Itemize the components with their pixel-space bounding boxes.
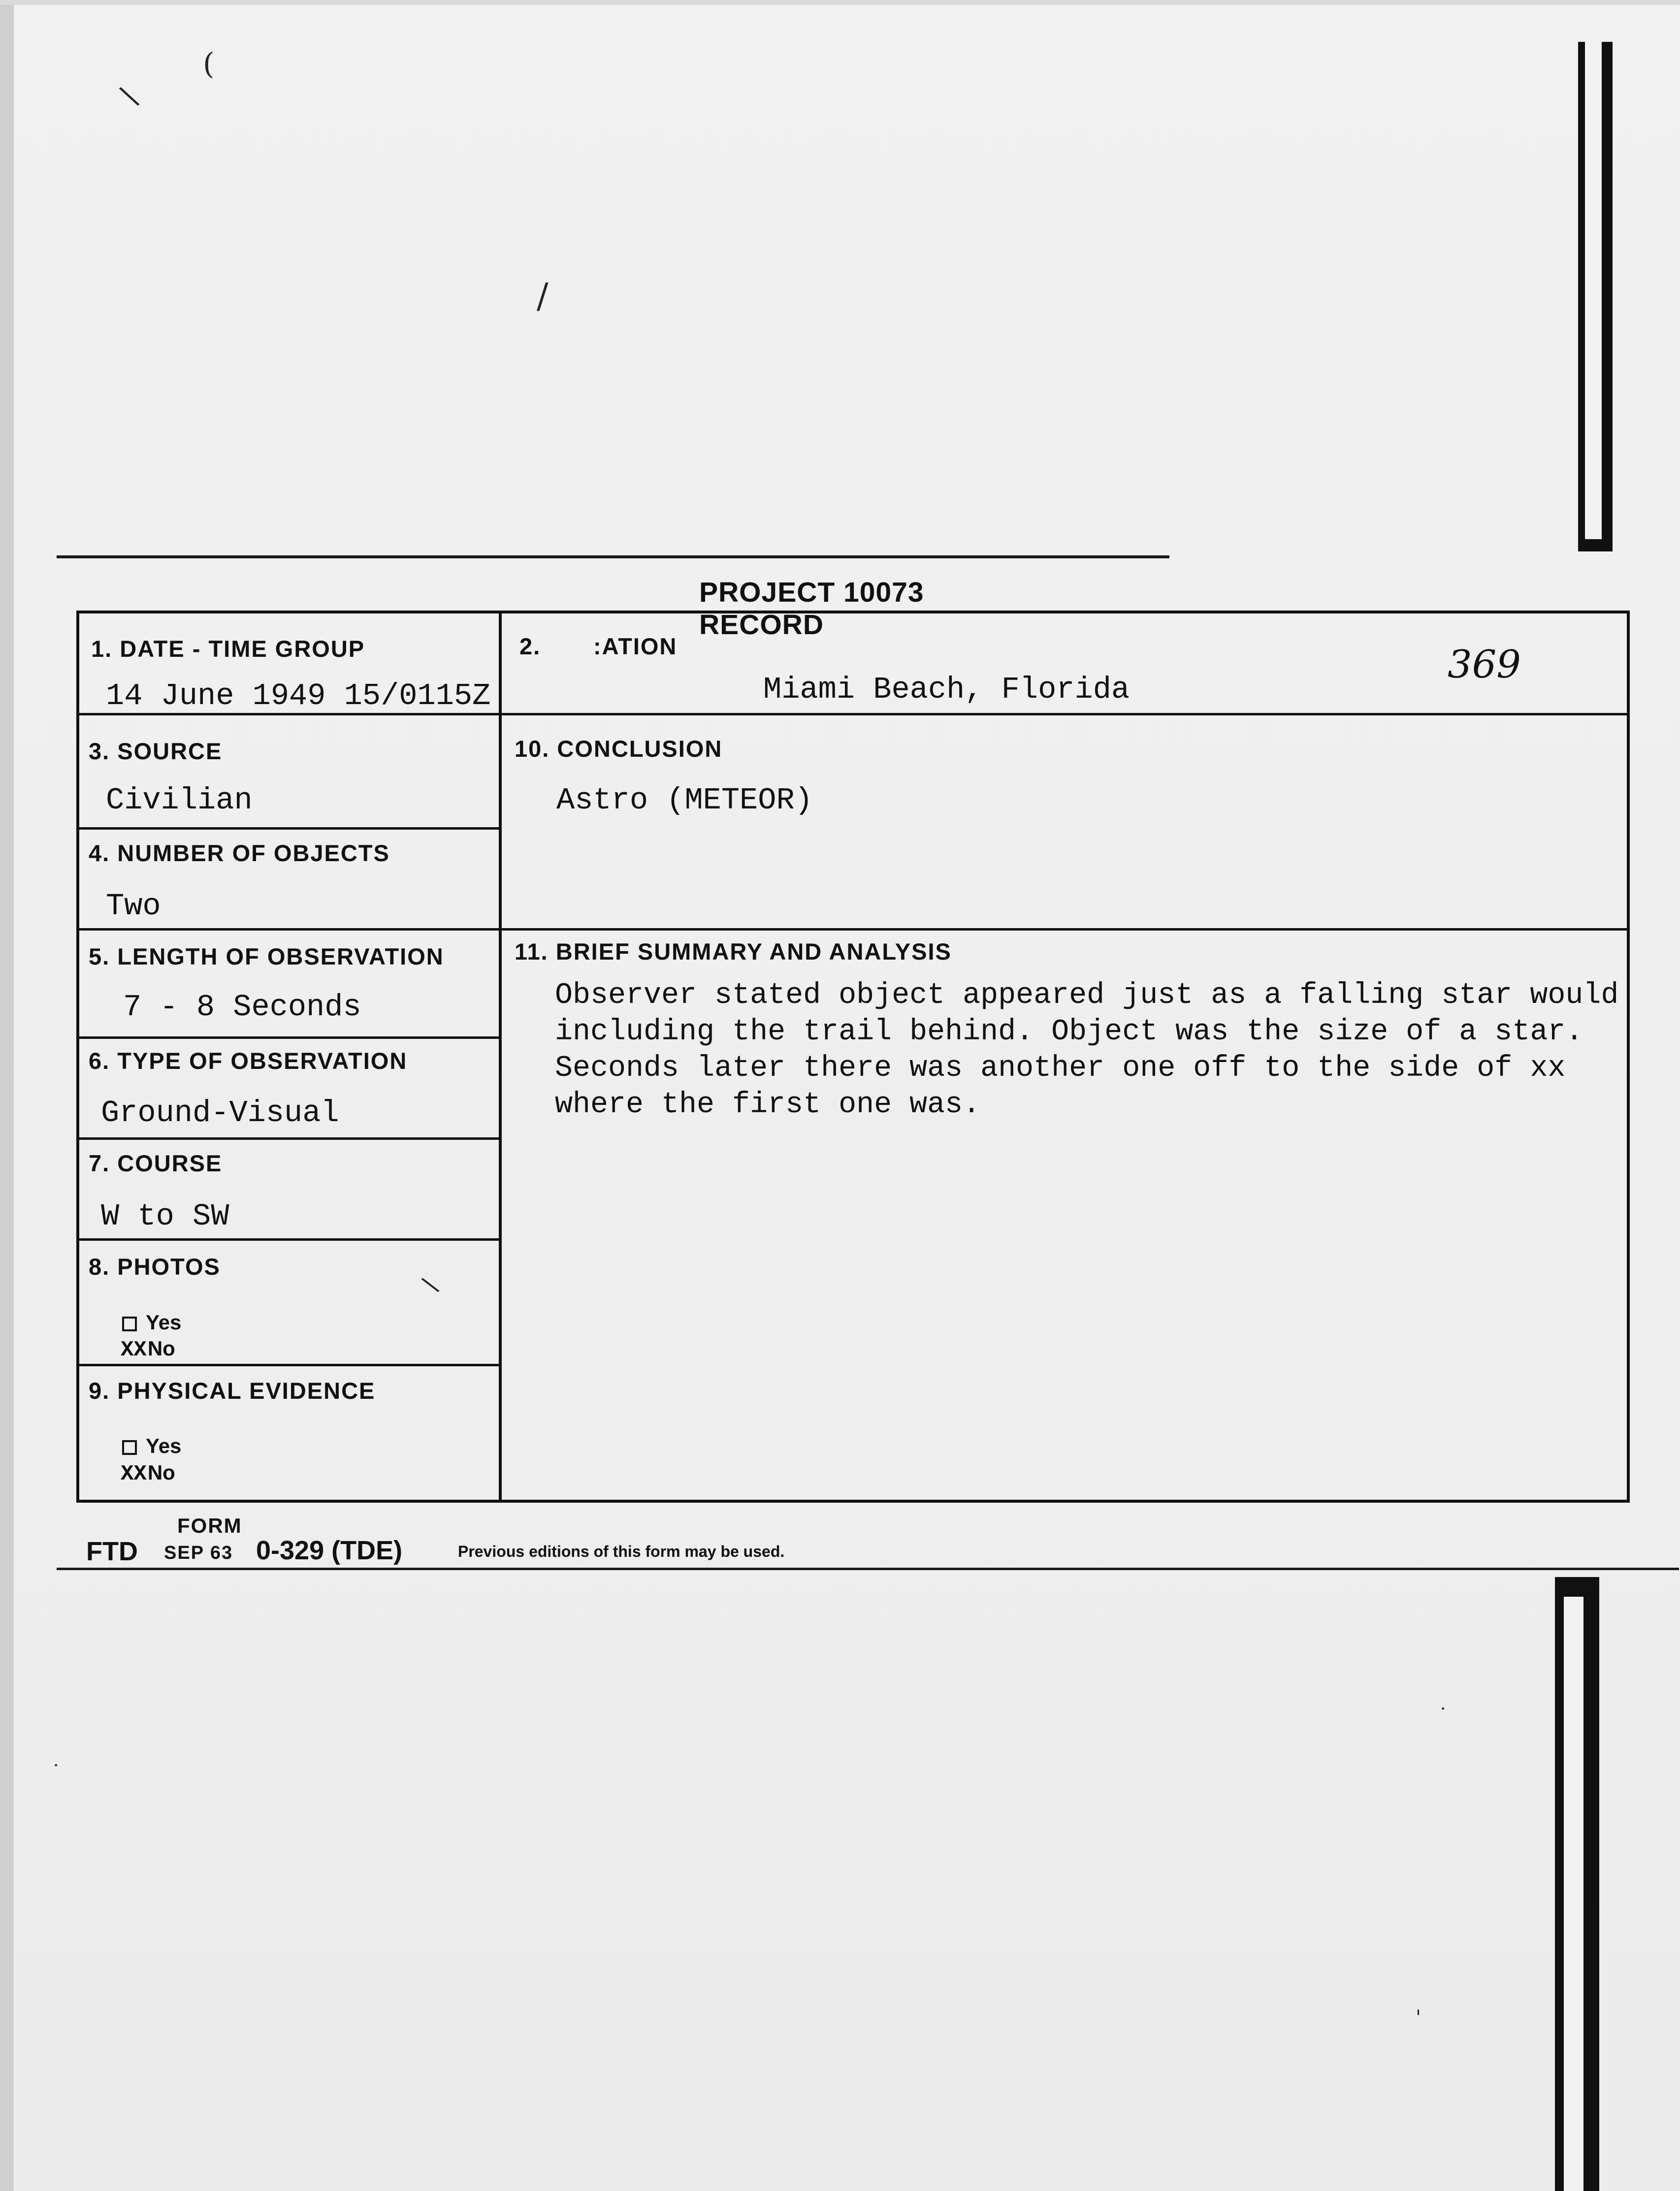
photos-no-option bbox=[121, 1337, 175, 1362]
length-of-observation-value: 7 - 8 Seconds bbox=[123, 990, 361, 1025]
date-time-group-value: 14 June 1949 15/0115Z bbox=[106, 678, 491, 713]
scan-speck: / bbox=[537, 276, 549, 316]
summary-text: Observer stated object appeared just as a falling star would including the trail behind. Object was the size of a star. Seconds later there was another one off to the side of xx where the first one was. bbox=[555, 979, 1619, 1122]
card-top-edge bbox=[57, 555, 1169, 558]
row-divider bbox=[76, 827, 502, 830]
physical-evidence-no-label: No bbox=[147, 1461, 175, 1484]
photos-label: 8. PHOTOS bbox=[89, 1254, 221, 1280]
row-divider bbox=[76, 1364, 502, 1366]
photos-yes-option bbox=[122, 1311, 181, 1334]
date-time-group-label: 1. DATE - TIME GROUP bbox=[91, 636, 365, 662]
scan-speck: \ bbox=[418, 1270, 442, 1299]
binder-strip-bottom bbox=[1555, 1577, 1599, 2191]
footer-previous-editions-note: Previous editions of this form may be used. bbox=[458, 1543, 785, 1560]
photos-yes-label: Yes bbox=[146, 1311, 182, 1334]
scan-speck: ' bbox=[1416, 2006, 1421, 2029]
location-value: Miami Beach, Florida bbox=[763, 672, 1130, 707]
checkbox-icon bbox=[122, 1440, 137, 1455]
length-of-observation-label: 5. LENGTH OF OBSERVATION bbox=[89, 943, 444, 969]
summary-label: 11. BRIEF SUMMARY AND ANALYSIS bbox=[515, 938, 952, 965]
footer-form-date: SEP 63 bbox=[164, 1543, 233, 1563]
typed-x-mark-icon: XX bbox=[121, 1462, 147, 1486]
photos-no-label: No bbox=[147, 1337, 175, 1360]
footer-ftd: FTD bbox=[86, 1537, 138, 1566]
scan-left-edge bbox=[0, 0, 14, 2191]
source-value: Civilian bbox=[106, 783, 253, 818]
footer-form-word: FORM bbox=[177, 1514, 242, 1537]
scan-speck: \ bbox=[116, 78, 142, 114]
scan-top-edge bbox=[0, 0, 1680, 5]
row-divider bbox=[76, 1036, 502, 1039]
physical-evidence-label: 9. PHYSICAL EVIDENCE bbox=[89, 1378, 376, 1404]
row-divider bbox=[76, 1238, 502, 1241]
type-of-observation-value: Ground-Visual bbox=[101, 1096, 339, 1130]
number-of-objects-value: Two bbox=[106, 889, 161, 924]
physical-evidence-yes-option bbox=[122, 1434, 181, 1458]
row-divider bbox=[76, 1137, 502, 1140]
record-number: 369 bbox=[1448, 643, 1521, 687]
scan-speck: . bbox=[1440, 1694, 1446, 1714]
card-bottom-edge bbox=[57, 1568, 1679, 1570]
number-of-objects-label: 4. NUMBER OF OBJECTS bbox=[89, 840, 390, 866]
source-label: 3. SOURCE bbox=[89, 738, 223, 764]
course-value: W to SW bbox=[101, 1199, 229, 1234]
conclusion-value: Astro (METEOR) bbox=[556, 783, 813, 818]
scan-speck: ( bbox=[203, 47, 215, 81]
scan-speck: . bbox=[53, 1750, 59, 1771]
type-of-observation-label: 6. TYPE OF OBSERVATION bbox=[89, 1048, 408, 1074]
binder-strip-top bbox=[1578, 42, 1613, 551]
checkbox-icon bbox=[122, 1317, 137, 1331]
footer-form-number: 0-329 (TDE) bbox=[256, 1536, 403, 1565]
location-label: :ATION bbox=[593, 633, 678, 659]
course-label: 7. COURSE bbox=[89, 1150, 223, 1176]
physical-evidence-no-option bbox=[121, 1461, 175, 1486]
physical-evidence-yes-label: Yes bbox=[146, 1434, 182, 1457]
typed-x-mark-icon: XX bbox=[121, 1338, 147, 1362]
conclusion-label: 10. CONCLUSION bbox=[515, 736, 723, 762]
page-title: PROJECT 10073 RECORD bbox=[699, 577, 924, 641]
row-divider bbox=[76, 928, 1630, 931]
location-label-number: 2. bbox=[519, 633, 541, 659]
column-divider bbox=[499, 611, 502, 1503]
